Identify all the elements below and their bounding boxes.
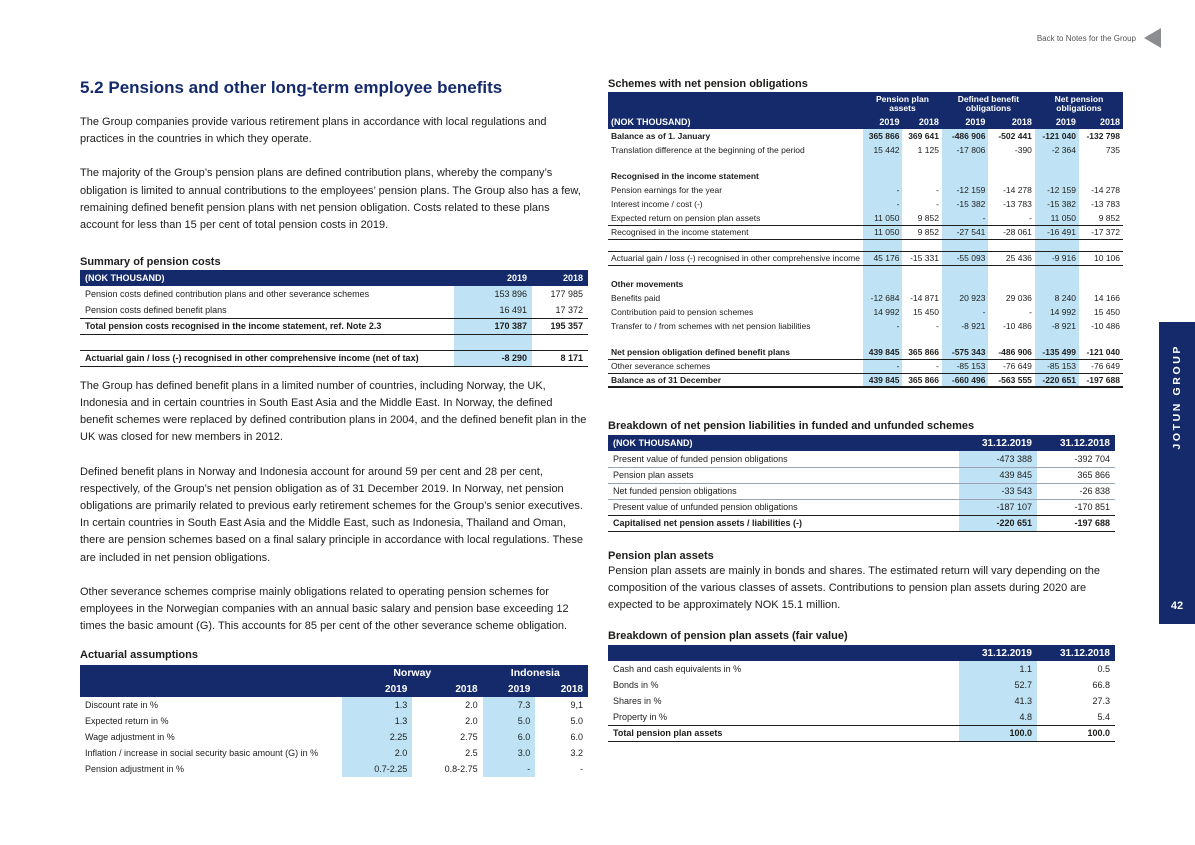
row-label: Balance as of 1. January xyxy=(611,131,711,141)
year-header: 2018 xyxy=(902,114,941,129)
breakdown-net-unit: (NOK THOUSAND) xyxy=(608,435,959,451)
cell: -10 486 xyxy=(1003,321,1032,331)
spacer-row xyxy=(608,157,1123,169)
cell: -132 798 xyxy=(1086,131,1120,141)
cell: -17 372 xyxy=(1079,225,1123,239)
table-row-total xyxy=(608,515,1115,531)
cell: - xyxy=(942,211,988,225)
cell: - xyxy=(1029,307,1032,317)
plan-assets-paragraph: Pension plan assets are mainly in bonds and shares. The estimated return will vary depending on the composition of the various classes of assets. Contributions to pension plan assets during 2020 are expected to be approximately NOK 15.1 million. xyxy=(608,564,1101,611)
cell: 2.5 xyxy=(465,748,478,759)
row-label: Shares in % xyxy=(613,696,662,707)
cell: 9 852 xyxy=(917,212,939,223)
cell: -8 921 xyxy=(1035,319,1079,333)
cell: - xyxy=(863,197,902,211)
section-label: Other movements xyxy=(611,279,684,289)
spacer-row xyxy=(608,239,1123,251)
right-column xyxy=(608,78,1123,742)
cell-2018: -26 838 xyxy=(1037,483,1115,499)
cell: 15 442 xyxy=(863,143,902,157)
table-row-subtotal xyxy=(608,225,1123,239)
cell: 439 845 xyxy=(863,345,902,359)
cell: 9 852 xyxy=(1098,212,1120,223)
cell: 3.2 xyxy=(570,748,583,759)
actuarial-table xyxy=(80,665,588,777)
cell: 29 036 xyxy=(1005,293,1032,303)
table-row xyxy=(608,359,1123,373)
row-label: Pension plan assets xyxy=(608,467,959,483)
back-to-notes-label[interactable]: Back to Notes for the Group xyxy=(1036,33,1136,43)
section-label: Recognised in the income statement xyxy=(611,171,759,181)
cell-2019: -220 651 xyxy=(959,515,1037,531)
cell: 15 450 xyxy=(1094,307,1120,317)
year-header: 2019 xyxy=(863,114,902,129)
row-label: Transfer to / from schemes with net pension liabilities xyxy=(611,321,811,331)
cell-2018: 195 357 xyxy=(532,318,588,334)
summary-header-2018: 2018 xyxy=(532,270,588,286)
table-row-total xyxy=(608,373,1123,387)
cell: -85 153 xyxy=(942,359,988,373)
cell: 439 845 xyxy=(863,373,902,387)
group-norway: Norway xyxy=(342,665,483,681)
cell: -14 278 xyxy=(1091,185,1120,195)
cell: 369 641 xyxy=(908,131,939,141)
cell: -85 153 xyxy=(1035,359,1079,373)
cell: -121 040 xyxy=(1079,345,1123,359)
table-row xyxy=(80,761,588,777)
row-label: Present value of funded pension obligations xyxy=(608,451,959,467)
cell-2018: 177 985 xyxy=(550,289,583,300)
row-label: Total pension costs recognised in the income statement, ref. Note 2.3 xyxy=(80,318,454,334)
cell: -502 441 xyxy=(998,131,1032,141)
intro-paragraph: The Group companies provide various retirement plans in accordance with local regulations and practices in the countries in which they operate. xyxy=(80,116,547,146)
summary-table xyxy=(80,270,588,367)
row-label: Capitalised net pension assets / liabilities (-) xyxy=(608,515,959,531)
schemes-group-row xyxy=(608,92,1123,114)
row-label: Inflation / increase in social security basic amount (G) in % xyxy=(85,748,319,759)
table-row xyxy=(608,129,1123,143)
group-pension-plan-assets: Pension plan assets xyxy=(863,92,942,114)
row-label: Recognised in the income statement xyxy=(608,225,863,239)
date-header: 31.12.2018 xyxy=(1037,645,1115,661)
row-label: Other severance schemes xyxy=(611,361,711,371)
year-header: 2018 xyxy=(988,114,1034,129)
cell-2018: 66.8 xyxy=(1092,680,1110,691)
cell: 6.0 xyxy=(483,729,536,745)
table-row-actuarial xyxy=(608,251,1123,265)
defined-benefit-paragraph: The Group has defined benefit plans in a limited number of countries, including Norway, the UK, Indonesia and in certain countries in South East Asia and the Middle East. In Norway, the defined benefit schemes were replaced by defined contribution plans in 2004, and the defined benefit plan in the UK was closed for new members in 2012. xyxy=(80,379,587,444)
schemes-heading: Schemes with net pension obligations xyxy=(608,78,808,90)
cell: 14 992 xyxy=(863,305,902,319)
cell: -14 278 xyxy=(1003,185,1032,195)
cell: 15 450 xyxy=(912,307,939,317)
cell: 2.0 xyxy=(342,745,412,761)
schemes-table xyxy=(608,92,1123,388)
cell: - xyxy=(942,305,988,319)
back-to-notes-link[interactable] xyxy=(1037,28,1161,48)
cell-2019: -8 290 xyxy=(454,350,532,366)
cell: -197 688 xyxy=(1079,373,1123,387)
cell: 2.0 xyxy=(465,700,478,711)
row-label: Cash and cash equivalents in % xyxy=(613,664,742,675)
cell-2018: 365 866 xyxy=(1037,467,1115,483)
cell: -8 921 xyxy=(942,319,988,333)
row-label: Property in % xyxy=(613,711,668,722)
row-label: Net pension obligation defined benefit plans xyxy=(608,345,863,359)
cell: -563 555 xyxy=(988,373,1034,387)
cell: -121 040 xyxy=(1035,129,1079,143)
cell-2019: 52.7 xyxy=(959,677,1037,693)
cell: -486 906 xyxy=(988,345,1034,359)
cell-2019: -473 388 xyxy=(959,451,1037,467)
cell: 14 166 xyxy=(1094,293,1120,303)
cell: -27 541 xyxy=(942,225,988,239)
row-label: Expected return on pension plan assets xyxy=(611,212,761,223)
row-label: Pension costs defined benefit plans xyxy=(85,304,227,315)
cell-2018: 17 372 xyxy=(555,304,583,315)
group-defined-benefit-obligations: Defined benefit obligations xyxy=(942,92,1035,114)
cell: 0.7-2.25 xyxy=(342,761,412,777)
cell: -28 061 xyxy=(988,225,1034,239)
cell: 735 xyxy=(1105,145,1120,155)
cell: 11 050 xyxy=(1035,211,1079,225)
table-row xyxy=(608,661,1115,677)
table-row xyxy=(608,211,1123,225)
row-label: Total pension plan assets xyxy=(608,725,959,741)
row-label: Pension earnings for the year xyxy=(611,185,723,195)
table-row xyxy=(608,183,1123,197)
cell: 3.0 xyxy=(483,745,536,761)
year-header: 2018 xyxy=(1079,114,1123,129)
table-row-total xyxy=(80,318,588,334)
cell: - xyxy=(863,319,902,333)
row-label: Present value of unfunded pension obligations xyxy=(613,502,798,512)
breakdown-assets-unit xyxy=(608,645,959,661)
cell: -390 xyxy=(1014,145,1032,155)
contribution-paragraph: The majority of the Group’s pension plans are defined contribution plans, whereby the company’s obligation is limited to annual contributions to the employees’ pension plans. The Group also has a few, remaining defined benefit pension plans with net pension obligation. Costs related to these plans account for less than 15 per cent of total pension costs in 2019. xyxy=(80,167,581,232)
cell-2019: 41.3 xyxy=(959,693,1037,709)
year-header: 2019 xyxy=(483,681,536,697)
cell: -220 651 xyxy=(1035,373,1079,387)
table-row xyxy=(608,499,1115,515)
triangle-left-icon[interactable] xyxy=(1144,28,1161,48)
cell: -13 783 xyxy=(1003,199,1032,209)
date-header: 31.12.2018 xyxy=(1037,435,1115,451)
cell-2019: 100.0 xyxy=(959,725,1037,741)
row-label: Interest income / cost (-) xyxy=(611,199,703,209)
cell-2019: 1.1 xyxy=(959,661,1037,677)
row-label: Discount rate in % xyxy=(85,700,159,711)
cell: - xyxy=(483,761,536,777)
table-section-row xyxy=(608,169,1123,183)
cell-2018: -392 704 xyxy=(1037,451,1115,467)
table-row xyxy=(608,197,1123,211)
cell: -15 331 xyxy=(902,251,941,265)
table-row xyxy=(608,693,1115,709)
table-row xyxy=(608,319,1123,333)
schemes-unit: (NOK THOUSAND) xyxy=(608,114,863,129)
cell: -12 684 xyxy=(863,291,902,305)
row-label: Contribution paid to pension schemes xyxy=(611,307,754,317)
cell: 10 106 xyxy=(1079,251,1123,265)
cell: 2.75 xyxy=(460,732,478,743)
spacer-row xyxy=(80,334,588,350)
cell: -575 343 xyxy=(942,345,988,359)
cell: -2 364 xyxy=(1035,143,1079,157)
breakdown-net-heading: Breakdown of net pension liabilities in funded and unfunded schemes xyxy=(608,420,975,432)
cell: -12 159 xyxy=(942,183,988,197)
breakdown-net-table xyxy=(608,435,1115,532)
cell-2019: -187 107 xyxy=(959,499,1037,515)
cell: - xyxy=(863,359,902,373)
table-row xyxy=(80,745,588,761)
cell: -10 486 xyxy=(1091,321,1120,331)
cell: - xyxy=(936,361,939,371)
cell: 1.3 xyxy=(342,697,412,713)
actuarial-group-row xyxy=(80,665,588,681)
cell-2019: 439 845 xyxy=(959,467,1037,483)
norway-indonesia-paragraph: Defined benefit plans in Norway and Indonesia account for around 59 per cent and 28 per cent, respectively, of the Group’s net pension obligation as of 31 December 2019. In Norway, net pension obligations are primarily related to previous early retirement schemes for the Group’s senior executives. In certain countries in South East Asia and the Middle East, such as Indonesia, Thailand and Oman, there are pension schemes based on a final salary principle in accordance with local regulations. These are included in net pension obligations. xyxy=(80,465,584,564)
cell: - xyxy=(580,764,583,775)
cell: 25 436 xyxy=(988,251,1034,265)
spacer-row xyxy=(608,333,1123,345)
table-row xyxy=(608,143,1123,157)
row-label: Expected return in % xyxy=(85,716,169,727)
row-label: Actuarial gain / loss (-) recognised in other comprehensive income (net of tax) xyxy=(80,350,454,366)
cell: 2.25 xyxy=(342,729,412,745)
table-row xyxy=(608,305,1123,319)
table-row-total xyxy=(608,725,1115,741)
cell: 0.8-2.75 xyxy=(444,764,478,775)
cell: - xyxy=(936,199,939,209)
summary-header-unit: (NOK THOUSAND) xyxy=(80,270,454,286)
breakdown-assets-heading: Breakdown of pension plan assets (fair value) xyxy=(608,630,848,643)
table-row xyxy=(608,291,1123,305)
cell: 9 852 xyxy=(902,225,941,239)
page-number: 42 xyxy=(1170,600,1184,612)
cell: -9 916 xyxy=(1035,251,1079,265)
table-row-actuarial xyxy=(80,350,588,366)
cell: 11 050 xyxy=(863,211,902,225)
cell: 8 240 xyxy=(1035,291,1079,305)
cell: -15 382 xyxy=(1035,197,1079,211)
cell-2019: 4.8 xyxy=(959,709,1037,725)
cell-2018: -170 851 xyxy=(1074,502,1110,512)
page-title: 5.2 Pensions and other long-term employee benefits xyxy=(80,78,503,97)
year-header: 2018 xyxy=(535,681,588,697)
cell-2018: 27.3 xyxy=(1092,696,1110,707)
row-label: Pension costs defined contribution plans and other severance schemes xyxy=(85,289,370,300)
cell: 45 176 xyxy=(863,251,902,265)
breakdown-assets-header-row xyxy=(608,645,1115,661)
table-row xyxy=(608,483,1115,499)
table-section-row xyxy=(608,277,1123,291)
cell: -486 906 xyxy=(942,129,988,143)
cell: 7.3 xyxy=(483,697,536,713)
side-tab xyxy=(1159,322,1195,624)
table-row xyxy=(80,286,588,302)
table-row xyxy=(80,302,588,318)
actuarial-years-row xyxy=(80,681,588,697)
side-tab-brand: JOTUN GROUP xyxy=(1171,344,1183,450)
cell-2019: -33 543 xyxy=(959,483,1037,499)
cell-2018: 0.5 xyxy=(1097,664,1110,675)
cell: 2.0 xyxy=(465,716,478,727)
cell: -13 783 xyxy=(1091,199,1120,209)
cell: 1 125 xyxy=(917,145,939,155)
cell: 9,1 xyxy=(570,700,583,711)
table-row xyxy=(608,467,1115,483)
row-label: Balance as of 31 December xyxy=(608,373,863,387)
cell: -16 491 xyxy=(1035,225,1079,239)
table-row xyxy=(80,713,588,729)
cell-2019: 153 896 xyxy=(454,286,532,302)
cell: -76 649 xyxy=(1091,361,1120,371)
cell: -14 871 xyxy=(910,293,939,303)
schemes-years-row xyxy=(608,114,1123,129)
row-label: Benefits paid xyxy=(611,293,661,303)
row-label: Actuarial gain / loss (-) recognised in other comprehensive income xyxy=(608,251,863,265)
row-label: Net funded pension obligations xyxy=(608,483,959,499)
cell: 20 923 xyxy=(942,291,988,305)
summary-heading: Summary of pension costs xyxy=(80,256,221,269)
cell: 5.0 xyxy=(570,716,583,727)
left-column xyxy=(80,78,588,777)
plan-assets-heading: Pension plan assets xyxy=(608,549,714,562)
cell: -55 093 xyxy=(942,251,988,265)
cell: - xyxy=(936,321,939,331)
cell-2019: 16 491 xyxy=(454,302,532,318)
table-row xyxy=(608,451,1115,467)
row-label: Translation difference at the beginning of the period xyxy=(611,145,805,155)
cell: - xyxy=(1029,212,1032,223)
cell: - xyxy=(863,183,902,197)
table-row xyxy=(608,709,1115,725)
cell: -135 499 xyxy=(1035,345,1079,359)
table-row-net-obligation xyxy=(608,345,1123,359)
spacer-row xyxy=(608,265,1123,277)
severance-paragraph: Other severance schemes comprise mainly obligations related to operating pension schemes for employees in the Norwegian companies with an annual basic salary and pension base exceeding 12 times the basic amount (G). This accounts for 85 per cent of the other severance scheme obligation. xyxy=(80,585,569,633)
actuarial-heading: Actuarial assumptions xyxy=(80,649,198,662)
cell: 11 050 xyxy=(863,225,902,239)
cell: 365 866 xyxy=(863,129,902,143)
group-indonesia: Indonesia xyxy=(483,665,588,681)
cell-2018: 100.0 xyxy=(1037,725,1115,741)
year-header: 2019 xyxy=(342,681,412,697)
cell: - xyxy=(936,185,939,195)
cell: 365 866 xyxy=(902,373,941,387)
table-row xyxy=(608,677,1115,693)
year-header: 2018 xyxy=(412,681,482,697)
breakdown-assets-table xyxy=(608,645,1115,742)
cell-2018: -197 688 xyxy=(1037,515,1115,531)
cell: 6.0 xyxy=(570,732,583,743)
cell: -15 382 xyxy=(942,197,988,211)
cell: 1.3 xyxy=(342,713,412,729)
cell: 365 866 xyxy=(902,345,941,359)
cell-2019: 170 387 xyxy=(454,318,532,334)
date-header: 31.12.2019 xyxy=(959,645,1037,661)
table-row xyxy=(80,697,588,713)
breakdown-net-header-row xyxy=(608,435,1115,451)
summary-header-row xyxy=(80,270,588,286)
cell: -660 496 xyxy=(942,373,988,387)
date-header: 31.12.2019 xyxy=(959,435,1037,451)
cell: 14 992 xyxy=(1035,305,1079,319)
year-header: 2019 xyxy=(1035,114,1079,129)
cell: -17 806 xyxy=(942,143,988,157)
row-label: Pension adjustment in % xyxy=(85,764,185,775)
cell-2018: 8 171 xyxy=(532,350,588,366)
cell: 5.0 xyxy=(483,713,536,729)
row-label: Wage adjustment in % xyxy=(85,732,175,743)
summary-header-2019: 2019 xyxy=(454,270,532,286)
year-header: 2019 xyxy=(942,114,988,129)
group-net-pension-obligations: Net pension obligations xyxy=(1035,92,1123,114)
cell: -76 649 xyxy=(1003,361,1032,371)
cell: -12 159 xyxy=(1035,183,1079,197)
cell-2018: 5.4 xyxy=(1097,711,1110,722)
table-row xyxy=(80,729,588,745)
row-label: Bonds in % xyxy=(613,680,659,691)
